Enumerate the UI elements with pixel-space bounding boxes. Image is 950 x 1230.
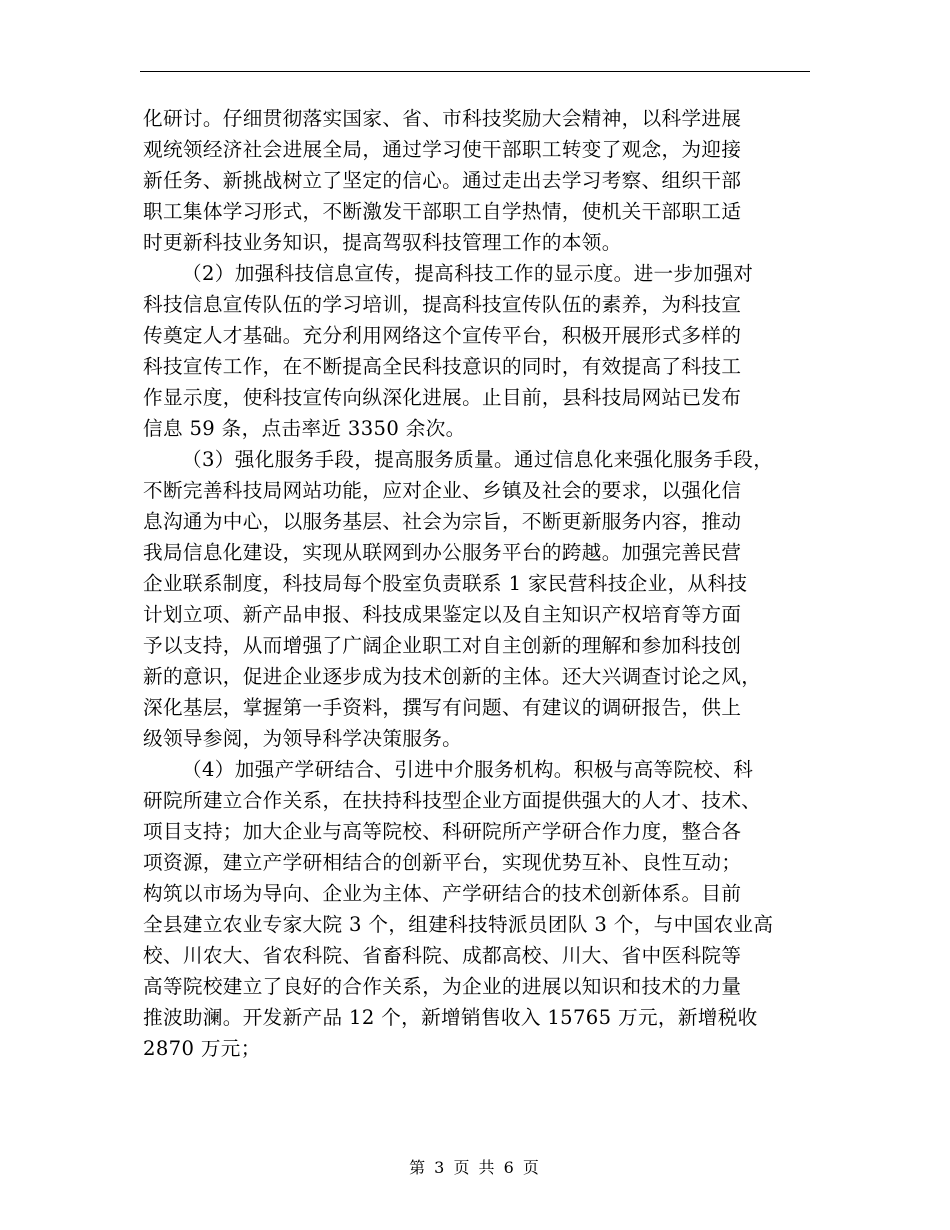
text-line: 信息 59 条，点击率近 3350 余次。 (143, 417, 466, 440)
text-line: 科技宣传工作，在不断提高全民科技意识的同时，有效提高了科技工 (143, 355, 742, 378)
text-line: 级领导参阅，为领导科学决策服务。 (143, 727, 463, 750)
paragraph-item-2 (143, 258, 823, 444)
document-body (143, 103, 823, 1064)
text-line: 化研讨。仔细贯彻落实国家、省、市科技奖励大会精神，以科学进展 (143, 107, 742, 130)
text-line: 项资源，建立产学研相结合的创新平台，实现优势互补、良性互动； (143, 851, 742, 874)
text-line: 计划立项、新产品申报、科技成果鉴定以及自主知识产权培育等方面 (143, 603, 742, 626)
page-number: 第 3 页 共 6 页 (409, 1158, 541, 1177)
text-line: （3）强化服务手段，提高服务质量。通过信息化来强化服务手段， (182, 448, 774, 471)
text-line: （4）加强产学研结合、引进中介服务机构。积极与高等院校、科 (182, 758, 754, 781)
text-line: 新的意识，促进企业逐步成为技术创新的主体。还大兴调查讨论之风， (143, 665, 762, 688)
text-line: 我局信息化建设，实现从联网到办公服务平台的跨越。加强完善民营 (143, 541, 742, 564)
text-line: 企业联系制度，科技局每个股室负责联系 1 家民营科技企业，从科技 (143, 572, 748, 595)
paragraph-item-4 (143, 754, 823, 1064)
text-line: 2870 万元； (143, 1037, 261, 1060)
paragraph-continuation (143, 103, 823, 258)
text-line: 构筑以市场为导向、企业为主体、产学研结合的技术创新体系。目前 (143, 882, 742, 905)
text-line: 予以支持，从而增强了广阔企业职工对自主创新的理解和参加科技创 (143, 634, 742, 657)
text-line: 传奠定人才基础。充分利用网络这个宣传平台，积极开展形式多样的 (143, 324, 742, 347)
text-line: 观统领经济社会进展全局，通过学习使干部职工转变了观念，为迎接 (143, 138, 742, 161)
text-line: 职工集体学习形式，不断激发干部职工自学热情，使机关干部职工适 (143, 200, 742, 223)
text-line: （2）加强科技信息宣传，提高科技工作的显示度。进一步加强对 (182, 262, 754, 285)
text-line: 新任务、新挑战树立了坚定的信心。通过走出去学习考察、组织干部 (143, 169, 742, 192)
text-line: 时更新科技业务知识，提高驾驭科技管理工作的本领。 (143, 231, 622, 254)
text-line: 校、川农大、省农科院、省畜科院、成都高校、川大、省中医科院等 (143, 944, 742, 967)
text-line: 全县建立农业专家大院 3 个，组建科技特派员团队 3 个，与中国农业高 (143, 913, 774, 936)
text-line: 科技信息宣传队伍的学习培训，提高科技宣传队伍的素养，为科技宣 (143, 293, 742, 316)
text-line: 推波助澜。开发新产品 12 个，新增销售收入 15765 万元，新增税收 (143, 1006, 758, 1029)
text-line: 深化基层，掌握第一手资料，撰写有问题、有建议的调研报告，供上 (143, 696, 742, 719)
text-line: 息沟通为中心，以服务基层、社会为宗旨，不断更新服务内容，推动 (143, 510, 742, 533)
header-rule (140, 71, 810, 72)
text-line: 不断完善科技局网站功能，应对企业、乡镇及社会的要求，以强化信 (143, 479, 742, 502)
text-line: 研院所建立合作关系，在扶持科技型企业方面提供强大的人才、技术、 (143, 789, 762, 812)
text-line: 高等院校建立了良好的合作关系，为企业的进展以知识和技术的力量 (143, 975, 742, 998)
text-line: 项目支持；加大企业与高等院校、科研院所产学研合作力度，整合各 (143, 820, 742, 843)
paragraph-item-3 (143, 444, 823, 754)
text-line: 作显示度，使科技宣传向纵深化进展。止目前，县科技局网站已发布 (143, 386, 742, 409)
